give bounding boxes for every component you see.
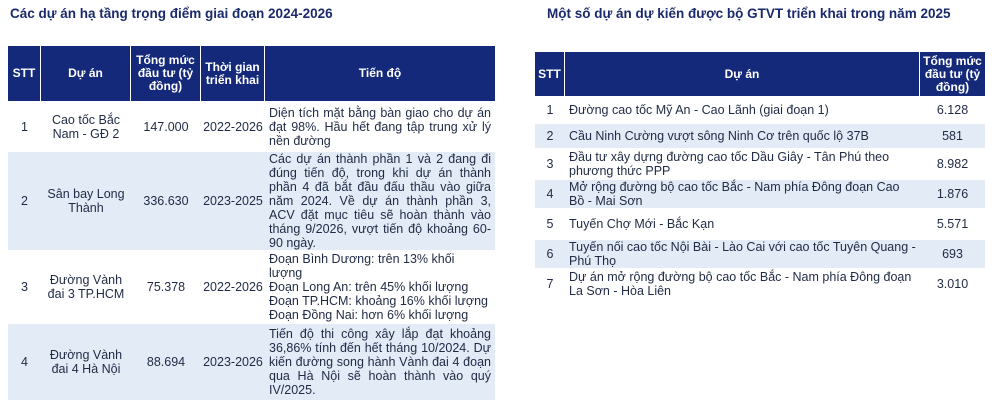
- cell-investment: 336.630: [131, 150, 201, 250]
- cell-period: 2023-2026: [201, 322, 265, 400]
- table-row: [535, 238, 985, 268]
- cell-project: Đường cao tốc Mỹ An - Cao Lãnh (giai đoạn 1): [565, 96, 920, 122]
- header-project: Dự án: [41, 46, 131, 101]
- cell-project: Cầu Ninh Cường vượt sông Ninh Cơ trên quốc lộ 37B: [565, 122, 920, 148]
- cell-progress: Tiến độ thi công xây lắp đạt khoảng 36,86% tính đến hết tháng 10/2024. Dự kiến đường song hành Vành đai 4 đoạn qua Hà Nội sẽ hoàn thành vào quý IV/2025.: [265, 322, 495, 400]
- table-row: [535, 268, 985, 298]
- right-table-title: Một số dự án dự kiến được bộ GTVT triển khai trong năm 2025: [547, 6, 951, 21]
- cell-stt: 5: [535, 208, 565, 238]
- cell-stt: 1: [535, 96, 565, 122]
- cell-investment: 75.378: [131, 250, 201, 322]
- table-header-row: [8, 46, 495, 101]
- cell-period: 2022-2026: [201, 250, 265, 322]
- cell-stt: 1: [8, 101, 41, 150]
- cell-investment: 5.571: [920, 208, 985, 238]
- table-header-row: [535, 52, 985, 96]
- cell-stt: 7: [535, 268, 565, 298]
- planned-projects-table: [535, 52, 985, 298]
- cell-stt: 2: [8, 150, 41, 250]
- cell-project: Mở rộng đường bộ cao tốc Bắc - Nam phía Đông đoạn Cao Bồ - Mai Sơn: [565, 178, 920, 208]
- table-row: [8, 101, 495, 150]
- cell-stt: 3: [8, 250, 41, 322]
- header-investment: Tổng mức đầu tư (tỷ đồng): [920, 52, 985, 96]
- cell-project: Đường Vành đai 3 TP.HCM: [41, 250, 131, 322]
- cell-stt: 3: [535, 148, 565, 178]
- header-project: Dự án: [565, 52, 920, 96]
- cell-investment: 3.010: [920, 268, 985, 298]
- progress-line: Đoạn TP.HCM: khoảng 16% khối lượng: [269, 294, 489, 308]
- cell-investment: 693: [920, 238, 985, 268]
- progress-line: Đoạn Bình Dương: trên 13% khối lượng: [269, 252, 455, 280]
- cell-project: Tuyến Chợ Mới - Bắc Kạn: [565, 208, 920, 238]
- cell-investment: 8.982: [920, 148, 985, 178]
- cell-progress: Các dự án thành phần 1 và 2 đang đi đúng tiến độ, trong khi dự án thành phần 4 đã bắt đầu đấu thầu vào giữa năm 2024. Về dự án thành phần 3, ACV đặt mục tiêu sẽ hoàn thành vào tháng 9/2026, vượt tiến độ khoảng 60-90 ngày.: [265, 150, 495, 250]
- cell-investment: 1.876: [920, 178, 985, 208]
- cell-investment: 6.128: [920, 96, 985, 122]
- progress-line: Đoạn Long An: trên 45% khối lượng: [269, 280, 469, 294]
- cell-project: Đường Vành đai 4 Hà Nội: [41, 322, 131, 400]
- cell-project: Sân bay Long Thành: [41, 150, 131, 250]
- cell-stt: 2: [535, 122, 565, 148]
- progress-line: Đoạn Đồng Nai: hơn 6% khối lượng: [269, 308, 469, 322]
- cell-investment: 581: [920, 122, 985, 148]
- key-projects-table: [8, 46, 495, 400]
- table-row: [8, 150, 495, 250]
- cell-investment: 147.000: [131, 101, 201, 150]
- table-row: [535, 122, 985, 148]
- cell-progress: [265, 250, 495, 322]
- header-progress: Tiến độ: [265, 46, 495, 101]
- header-stt: STT: [8, 46, 41, 101]
- table-row: [8, 250, 495, 322]
- header-period: Thời gian triển khai: [201, 46, 265, 101]
- cell-stt: 6: [535, 238, 565, 268]
- table-row: [535, 96, 985, 122]
- cell-stt: 4: [535, 178, 565, 208]
- cell-stt: 4: [8, 322, 41, 400]
- cell-period: 2022-2026: [201, 101, 265, 150]
- cell-period: 2023-2025: [201, 150, 265, 250]
- table-row: [535, 178, 985, 208]
- table-row: [8, 322, 495, 400]
- cell-project: Cao tốc Bắc Nam - GĐ 2: [41, 101, 131, 150]
- left-table-title: Các dự án hạ tầng trọng điểm giai đoạn 2024-2026: [10, 6, 333, 21]
- header-stt: STT: [535, 52, 565, 96]
- header-investment: Tổng mức đầu tư (tỷ đồng): [131, 46, 201, 101]
- cell-project: Đầu tư xây dựng đường cao tốc Dầu Giây - Tân Phú theo phương thức PPP: [565, 148, 920, 178]
- cell-project: Dự án mở rộng đường bộ cao tốc Bắc - Nam phía Đông đoạn La Sơn - Hòa Liên: [565, 268, 920, 298]
- table-row: [535, 148, 985, 178]
- cell-investment: 88.694: [131, 322, 201, 400]
- cell-progress: Diện tích mặt bằng bàn giao cho dự án đạt 98%. Hầu hết đang tập trung xử lý nền đường: [265, 101, 495, 150]
- table-row: [535, 208, 985, 238]
- cell-project: Tuyến nối cao tốc Nội Bài - Lào Cai với cao tốc Tuyên Quang - Phú Thọ: [565, 238, 920, 268]
